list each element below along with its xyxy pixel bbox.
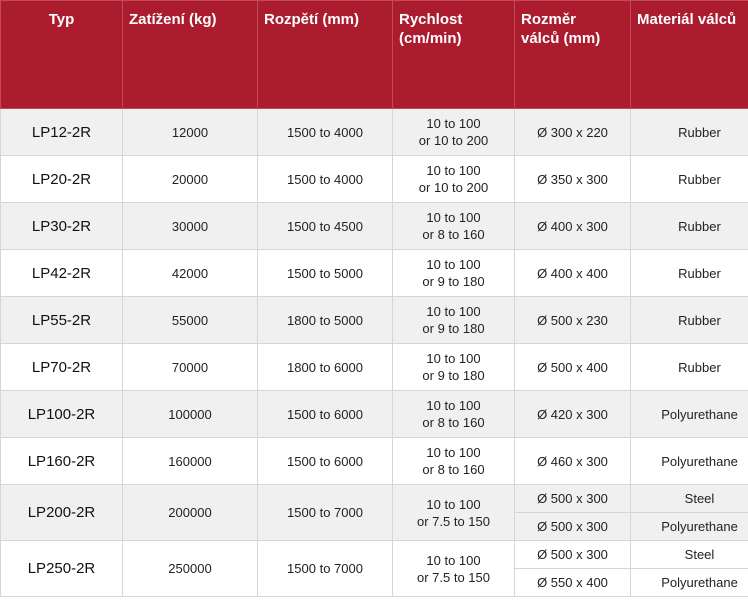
speed-cell (393, 297, 515, 344)
speed-cell-line: or 8 to 160 (422, 227, 485, 242)
roller-material-cell: Steel (631, 485, 748, 513)
span-cell: 1500 to 4000 (258, 156, 393, 203)
span-cell: 1800 to 6000 (258, 344, 393, 391)
roller-material-cell: Polyurethane (631, 513, 748, 541)
speed-cell-line: or 10 to 200 (418, 133, 489, 148)
roller-size-cell: Ø 400 x 400 (515, 250, 631, 297)
model-cell: LP250-2R (1, 541, 123, 597)
load-cell: 30000 (123, 203, 258, 250)
load-cell: 55000 (123, 297, 258, 344)
speed-cell-line: or 10 to 200 (418, 180, 489, 195)
speed-cell-line: 10 to 100 (426, 257, 481, 272)
table-row (1, 156, 748, 203)
speed-cell-line: or 7.5 to 150 (417, 513, 490, 529)
load-cell: 12000 (123, 109, 258, 156)
speed-cell (393, 344, 515, 391)
roller-material-cell: Rubber (631, 297, 748, 344)
roller-size-cell: Ø 420 x 300 (515, 391, 631, 438)
roller-size-cell: Ø 460 x 300 (515, 438, 631, 485)
roller-size-cell: Ø 300 x 220 (515, 109, 631, 156)
roller-material-cell: Rubber (631, 250, 748, 297)
header-material: Materiál válců (631, 1, 748, 109)
roller-material-cell: Rubber (631, 203, 748, 250)
load-cell: 100000 (123, 391, 258, 438)
roller-size-cell: Ø 500 x 300 (515, 485, 631, 513)
speed-cell-line: or 9 to 180 (422, 368, 485, 383)
model-cell: LP20-2R (1, 156, 123, 203)
table-row (1, 297, 748, 344)
span-cell: 1500 to 6000 (258, 391, 393, 438)
header-rozmer: Rozměr válců (mm) (515, 1, 631, 109)
table-row (1, 541, 748, 569)
speed-cell-line: 10 to 100 (426, 304, 481, 319)
model-cell: LP30-2R (1, 203, 123, 250)
table-body (1, 109, 748, 597)
speed-cell (393, 438, 515, 485)
table-row (1, 344, 748, 391)
header-zatizeni: Zatížení (kg) (123, 1, 258, 109)
model-cell: LP70-2R (1, 344, 123, 391)
speed-cell-line: or 9 to 180 (422, 321, 485, 336)
roller-material-cell: Rubber (631, 156, 748, 203)
roller-material-cell: Polyurethane (631, 569, 748, 597)
span-cell: 1800 to 5000 (258, 297, 393, 344)
roller-size-cell: Ø 400 x 300 (515, 203, 631, 250)
header-typ: Typ (1, 1, 123, 109)
roller-size-cell: Ø 500 x 300 (515, 541, 631, 569)
model-cell: LP42-2R (1, 250, 123, 297)
table-row (1, 203, 748, 250)
model-cell: LP55-2R (1, 297, 123, 344)
roller-size-cell: Ø 500 x 230 (515, 297, 631, 344)
speed-cell-line: or 9 to 180 (422, 274, 485, 289)
speed-cell-line: 10 to 100 (426, 552, 481, 568)
speed-cell-line: 10 to 100 (426, 163, 481, 178)
load-cell: 200000 (123, 485, 258, 541)
span-cell: 1500 to 6000 (258, 438, 393, 485)
table-row (1, 438, 748, 485)
table-row (1, 250, 748, 297)
load-cell: 20000 (123, 156, 258, 203)
roller-size-cell: Ø 500 x 300 (515, 513, 631, 541)
speed-cell (393, 485, 515, 541)
load-cell: 70000 (123, 344, 258, 391)
load-cell: 42000 (123, 250, 258, 297)
span-cell: 1500 to 7000 (258, 541, 393, 597)
model-cell: LP100-2R (1, 391, 123, 438)
speed-cell-line: 10 to 100 (426, 351, 481, 366)
speed-cell-line: or 8 to 160 (422, 415, 485, 430)
roller-material-cell: Steel (631, 541, 748, 569)
speed-cell (393, 250, 515, 297)
speed-cell-line: 10 to 100 (426, 398, 481, 413)
model-cell: LP200-2R (1, 485, 123, 541)
load-cell: 250000 (123, 541, 258, 597)
header-row (1, 1, 748, 109)
speed-cell-line: 10 to 100 (426, 210, 481, 225)
speed-cell (393, 541, 515, 597)
load-cell: 160000 (123, 438, 258, 485)
roller-material-cell: Polyurethane (631, 391, 748, 438)
roller-size-cell: Ø 350 x 300 (515, 156, 631, 203)
roller-size-cell: Ø 550 x 400 (515, 569, 631, 597)
span-cell: 1500 to 4000 (258, 109, 393, 156)
roller-size-cell: Ø 500 x 400 (515, 344, 631, 391)
speed-cell-line: 10 to 100 (426, 496, 481, 512)
span-cell: 1500 to 4500 (258, 203, 393, 250)
table-row (1, 485, 748, 513)
span-cell: 1500 to 7000 (258, 485, 393, 541)
table-row (1, 109, 748, 156)
speed-cell (393, 203, 515, 250)
speed-cell-line: 10 to 100 (426, 116, 481, 131)
speed-cell (393, 156, 515, 203)
model-cell: LP12-2R (1, 109, 123, 156)
header-rychlost: Rychlost (cm/min) (393, 1, 515, 109)
speed-cell-line: or 8 to 160 (422, 462, 485, 477)
span-cell: 1500 to 5000 (258, 250, 393, 297)
header-rozpeti: Rozpětí (mm) (258, 1, 393, 109)
speed-cell (393, 391, 515, 438)
roller-material-cell: Rubber (631, 109, 748, 156)
roller-material-cell: Rubber (631, 344, 748, 391)
speed-cell-line: 10 to 100 (426, 445, 481, 460)
roller-material-cell: Polyurethane (631, 438, 748, 485)
table-row (1, 391, 748, 438)
speed-cell (393, 109, 515, 156)
model-cell: LP160-2R (1, 438, 123, 485)
speed-cell-line: or 7.5 to 150 (417, 569, 490, 585)
